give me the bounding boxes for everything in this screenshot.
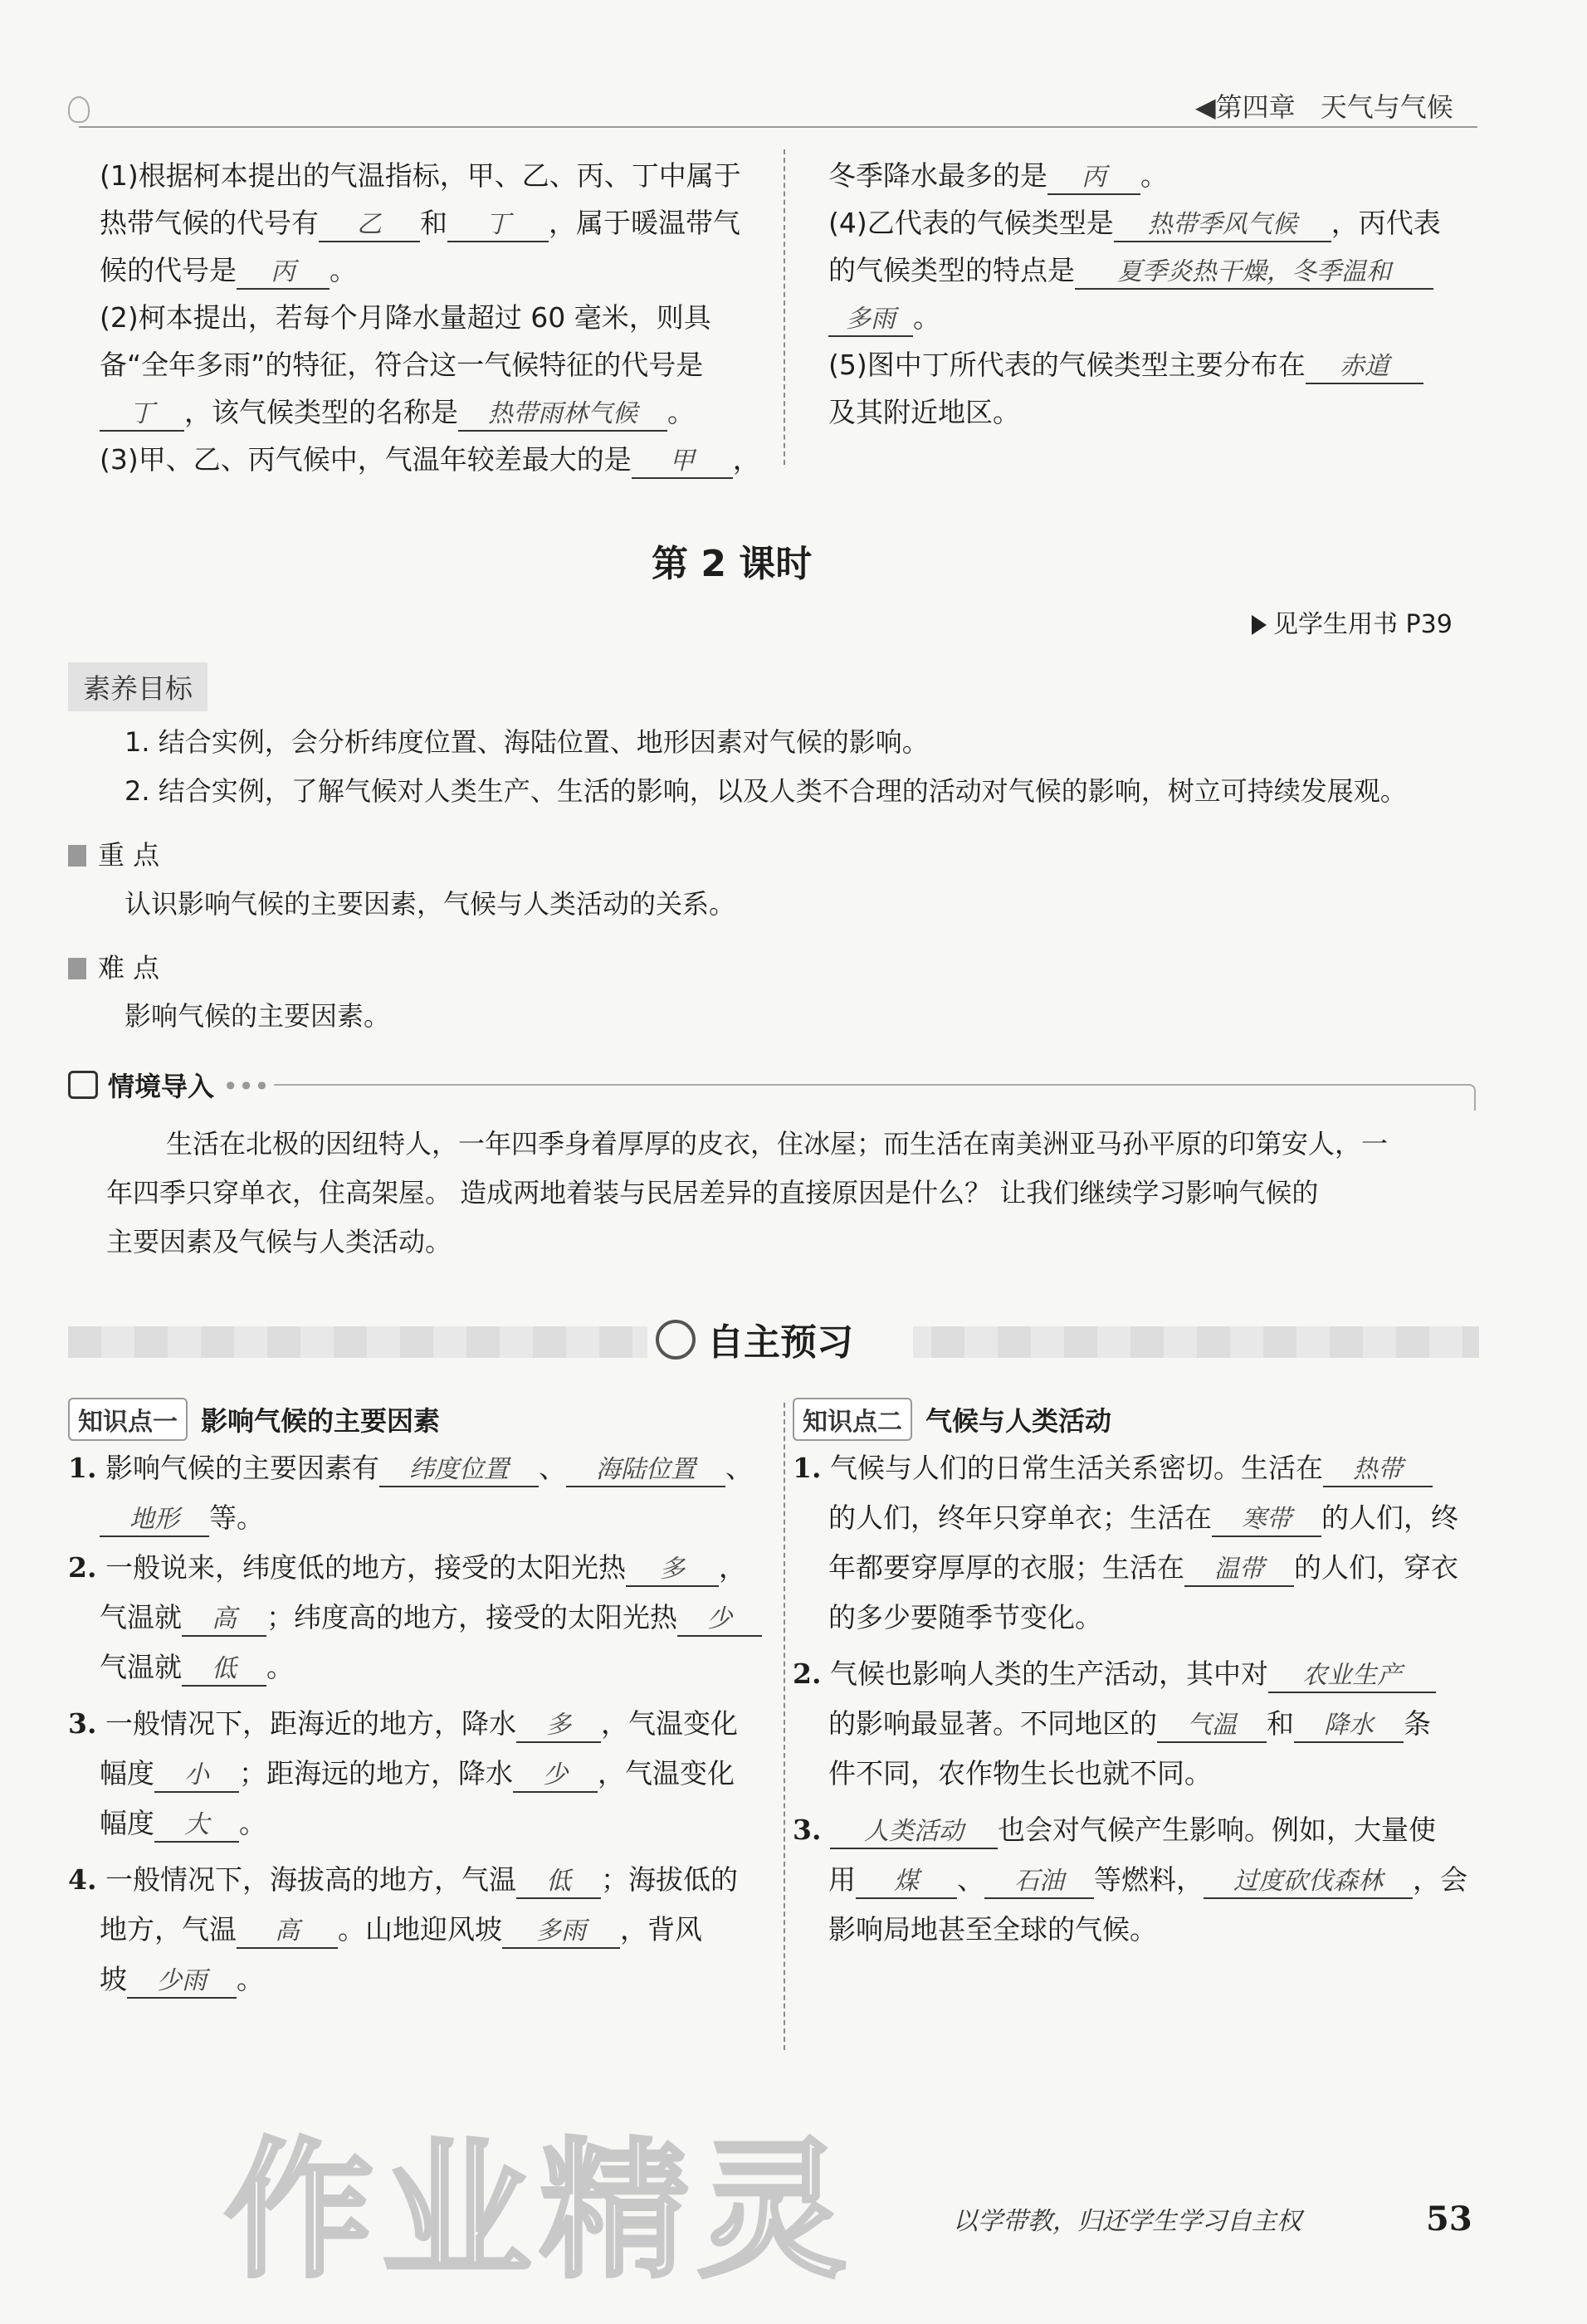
page-number: 53 xyxy=(1426,2200,1472,2239)
watermark: 作业精灵 xyxy=(224,2125,856,2298)
bar-icon xyxy=(68,845,86,867)
kp1-item4-line2: 地方，气温 高 。山地迎风坡 多雨 ，背风 xyxy=(100,1916,702,1949)
footer-slogan: 以学带教，归还学生学习自主权 xyxy=(953,2207,1301,2236)
q3b-line: 冬季降水最多的是 丙 。 xyxy=(828,162,1168,195)
intro-line: 主要因素及气候与人类活动。 xyxy=(106,1226,452,1257)
column-divider xyxy=(784,1403,785,2050)
difficult-label: 难 点 xyxy=(68,954,159,981)
kp1-heading: 知识点一 影响气候的主要因素 xyxy=(68,1398,440,1441)
kp2-item1-line2: 的人们，终年只穿单衣；生活在 寒带 的人们，终 xyxy=(828,1504,1458,1537)
kp2-item1-line1: 1. 气候与人们的日常生活关系密切。生活在 热带 xyxy=(793,1454,1433,1487)
q5-line1: (5)图中丁所代表的气候类型主要分布在 赤道 xyxy=(828,351,1423,384)
kp1-item4-line3: 坡 少雨 。 xyxy=(100,1965,264,1999)
intro-corner xyxy=(1467,1084,1476,1111)
bar-icon xyxy=(68,958,86,979)
kp1-item2-line2: 气温就 高 ；纬度高的地方，接受的太阳光热 少 xyxy=(100,1604,762,1637)
chat-icon xyxy=(68,1071,98,1099)
q4-line1: (4)乙代表的气候类型是 热带季风气候 ，丙代表 xyxy=(828,209,1441,242)
q4-line3: 多雨 。 xyxy=(828,304,940,337)
kp2-heading: 知识点二 气候与人类活动 xyxy=(793,1398,1111,1441)
q2-line3: 丁 ，该气候类型的名称是 热带雨林气候 。 xyxy=(100,398,695,432)
kp1-tag: 知识点一 xyxy=(68,1398,188,1441)
intro-line: 生活在北极的因纽特人，一年四季身着厚厚的皮衣，住冰屋；而生活在南美洲亚马孙平原的印第安人，一 xyxy=(166,1128,1389,1160)
preview-title: 自主预习 xyxy=(656,1320,853,1361)
key-text: 认识影响气候的主要因素，气候与人类活动的关系。 xyxy=(125,888,736,920)
q2-line2: 备“全年多雨”的特征，符合这一气候特征的代号是 xyxy=(100,349,704,381)
kp2-item2-line2: 的影响最显著。不同地区的 气温 和 降水 条 xyxy=(828,1710,1431,1743)
kp1-item3-line2: 幅度 小 ；距海远的地方，降水 少 ，气温变化 xyxy=(100,1760,735,1793)
header-rule xyxy=(79,126,1477,128)
q1-line2: 热带气候的代号有 乙 和 丁 ，属于暖温带气 xyxy=(100,209,740,242)
kp1-item4-line1: 4. 一般情况下，海拔高的地方，气温 低 ；海拔低的 xyxy=(68,1866,738,1899)
kp1-item1-line2: 地形 等。 xyxy=(100,1504,264,1537)
key-label: 重 点 xyxy=(68,842,159,868)
goal-item: 2. 结合实例，了解气候对人类生产、生活的影响，以及人类不合理的活动对气候的影响，树立可持续发展观。 xyxy=(125,775,1407,807)
kp1-item3-line1: 3. 一般情况下，距海近的地方，降水 多 ，气温变化 xyxy=(68,1710,738,1743)
chapter-label: ◀第四章 天气与气候 xyxy=(1195,91,1453,123)
kp1-item2-line3: 气温就 低 。 xyxy=(100,1653,294,1687)
lightbulb-icon xyxy=(68,96,90,123)
q3-line1: (3)甲、乙、丙气候中，气温年较差最大的是 甲 ， xyxy=(100,446,760,479)
kp2-item3-line2: 用 煤 、 石油 等燃料， 过度砍伐森林 ，会 xyxy=(828,1866,1467,1899)
kp2-tag: 知识点二 xyxy=(793,1398,912,1441)
lesson-title: 第 2 课时 xyxy=(652,543,813,585)
q5-line2: 及其附近地区。 xyxy=(828,396,1020,428)
student-book-ref: 见学生用书 P39 xyxy=(1252,613,1453,637)
kp2-item3-line3: 影响局地甚至全球的气候。 xyxy=(828,1913,1157,1946)
kp2-item1-line4: 的多少要随季节变化。 xyxy=(828,1601,1102,1633)
goals-label: 素养目标 xyxy=(68,662,208,711)
q2-line1: (2)柯本提出，若每个月降水量超过 60 毫米，则具 xyxy=(100,301,711,334)
goal-item: 1. 结合实例，会分析纬度位置、海陆位置、地形因素对气候的影响。 xyxy=(125,726,929,758)
kp2-item1-line3: 年都要穿厚厚的衣服；生活在 温带 的人们，穿衣 xyxy=(828,1554,1458,1587)
column-divider xyxy=(784,149,785,465)
kp1-item1-line1: 1. 影响气候的主要因素有 纬度位置 、 海陆位置 、 xyxy=(68,1454,753,1487)
q1-line1: (1)根据柯本提出的气温指标，甲、乙、丙、丁中属于 xyxy=(100,159,741,192)
intro-line: 年四季只穿单衣，住高架屋。 造成两地着装与民居差异的直接原因是什么？ 让我们继续学习影响气候的 xyxy=(106,1177,1319,1208)
kp2-item3-line1: 3. 人类活动 也会对气候产生影响。例如，大量使 xyxy=(793,1816,1436,1849)
intro-label: 情境导入 ••• xyxy=(68,1071,270,1100)
kp2-item2-line1: 2. 气候也影响人类的生产活动，其中对 农业生产 xyxy=(793,1660,1436,1693)
difficult-text: 影响气候的主要因素。 xyxy=(125,1000,391,1032)
kp1-item3-line3: 幅度 大 。 xyxy=(100,1809,266,1843)
q4-line2: 的气候类型的特点是 夏季炎热干燥，冬季温和 xyxy=(828,256,1433,290)
intro-rule xyxy=(274,1084,1469,1086)
kp1-item2-line1: 2. 一般说来，纬度低的地方，接受的太阳光热 多 ， xyxy=(68,1554,746,1587)
kp2-item2-line3: 件不同，农作物生长也就不同。 xyxy=(828,1757,1212,1789)
q1-line3: 候的代号是 丙 。 xyxy=(100,256,357,290)
compass-icon xyxy=(656,1320,696,1360)
play-arrow-icon xyxy=(1252,615,1267,635)
